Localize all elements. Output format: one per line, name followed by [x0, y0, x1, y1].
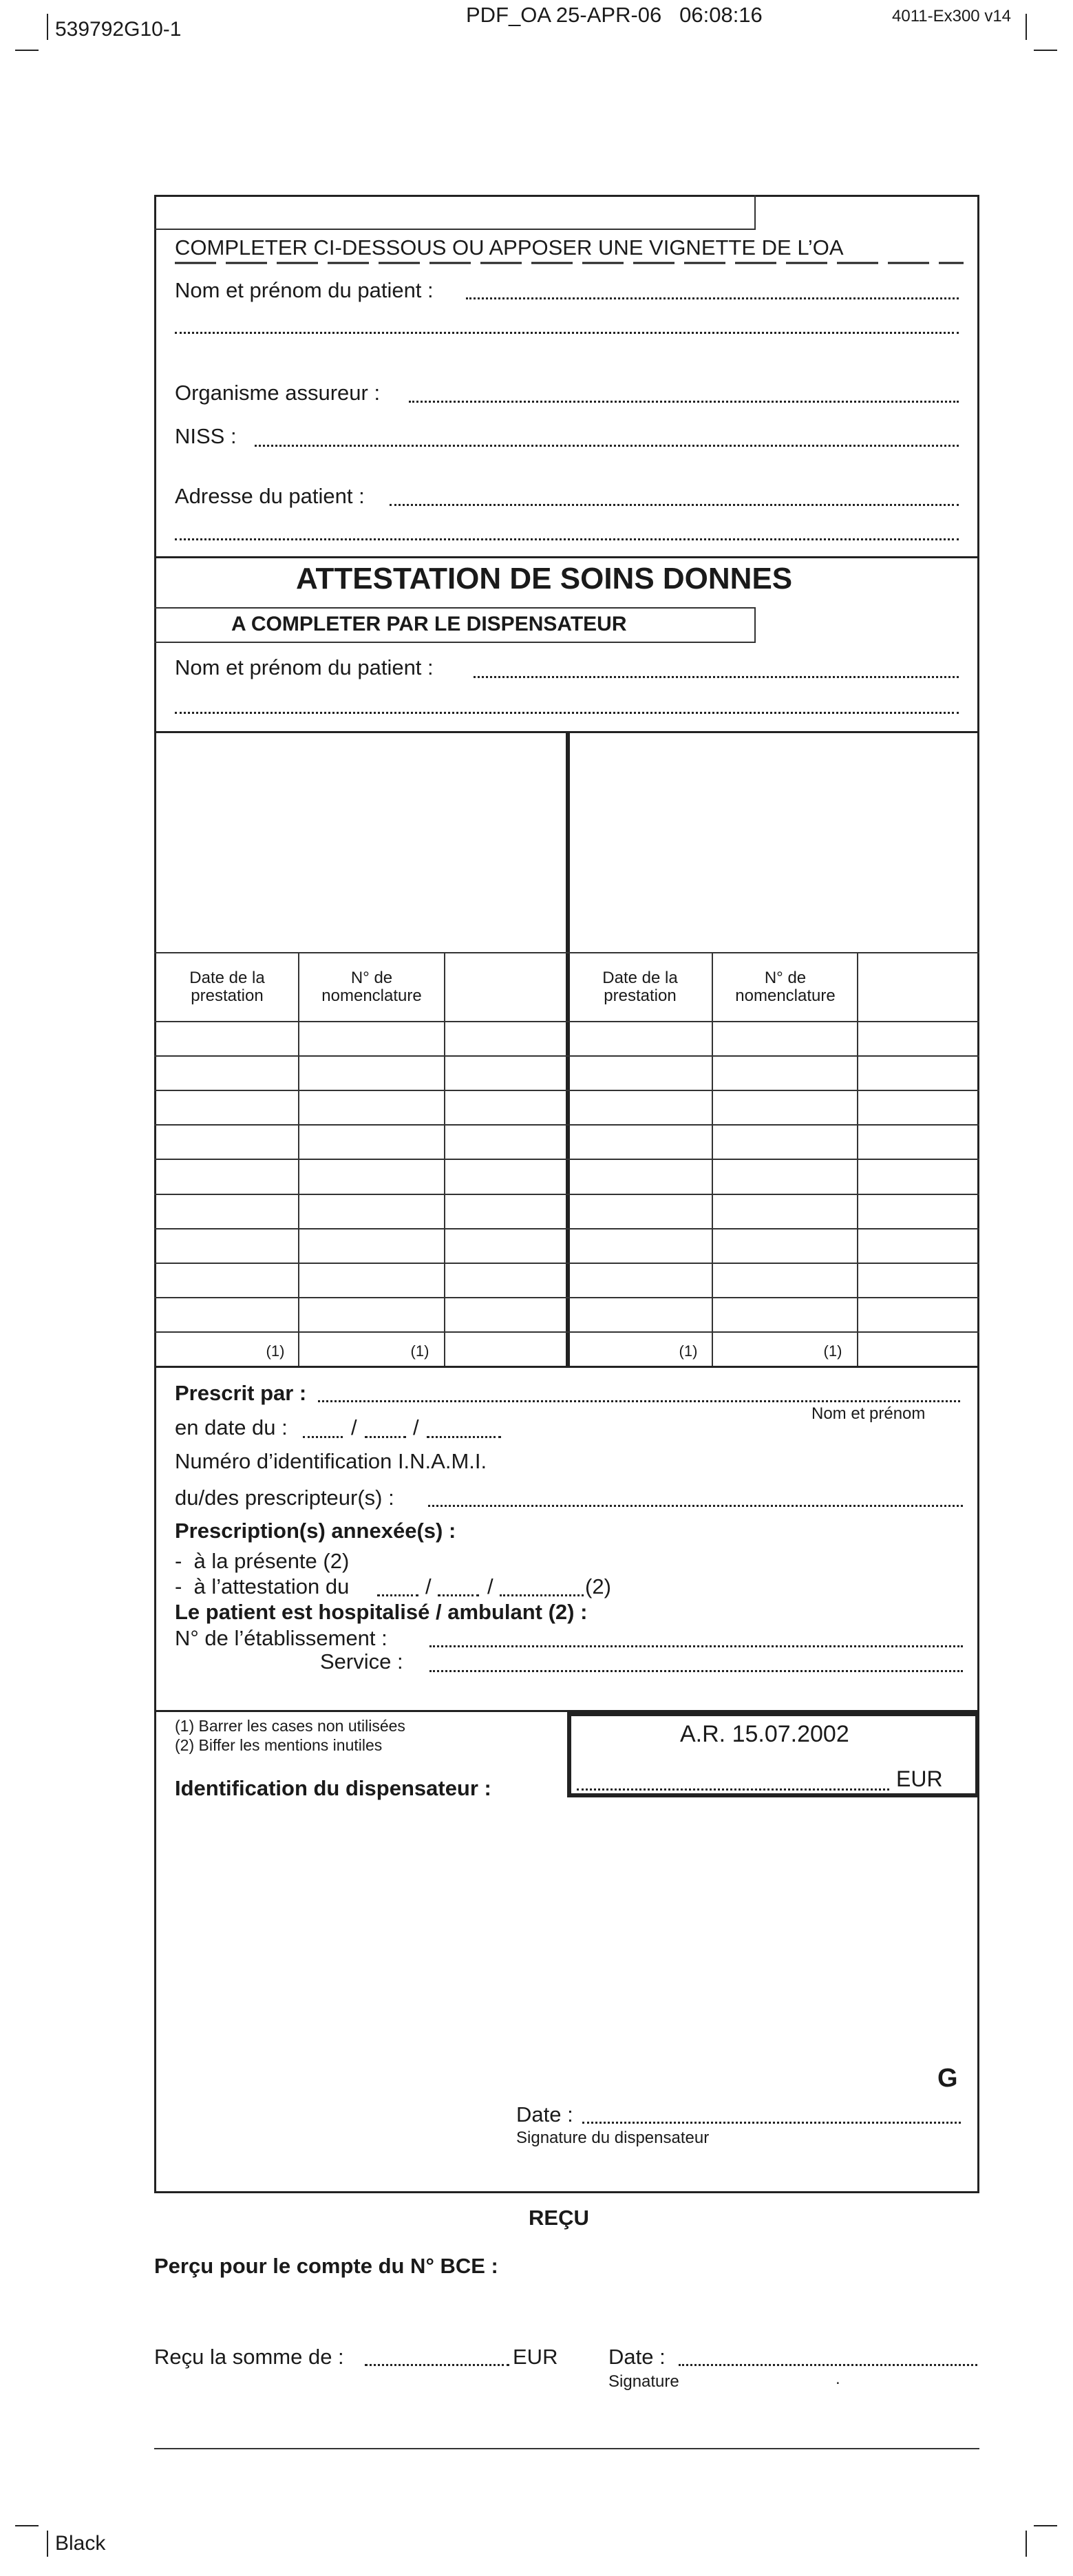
insurer-label: Organisme assureur : — [175, 381, 381, 405]
establishment-label: N° de l’établissement : — [175, 1626, 387, 1650]
instruction-dashes — [175, 262, 966, 266]
prescription-date-month[interactable] — [365, 1436, 406, 1438]
form-letter: G — [937, 2064, 958, 2093]
prescription-date-year[interactable] — [427, 1436, 501, 1438]
table-row-separator — [154, 1263, 979, 1264]
prescribers-label: du/des prescripteur(s) : — [175, 1486, 394, 1510]
footnote-mark-nomenclature-left: (1) — [410, 1342, 429, 1360]
provider-amount-field[interactable] — [577, 1788, 889, 1791]
pdf-stamp: PDF_OA 25-APR-06 06:08:16 — [466, 3, 763, 27]
annexed-prescriptions-label: Prescription(s) annexée(s) : — [175, 1519, 456, 1543]
prescription-date-label: en date du : — [175, 1415, 288, 1439]
niss-label: NISS : — [175, 424, 237, 448]
crop-mark-tr-v — [1026, 14, 1027, 40]
annexed-date-day[interactable] — [377, 1594, 418, 1596]
crop-mark-tl-v — [47, 14, 48, 40]
color-mark: Black — [55, 2532, 106, 2555]
decree-reference: A.R. 15.07.2002 — [680, 1721, 849, 1747]
prescriber-name-hint: Nom et prénom — [811, 1404, 926, 1423]
top-small-box-bottom — [154, 229, 756, 230]
table-row-separator — [154, 1159, 979, 1160]
provider-signature-label: Signature du dispensateur — [516, 2129, 710, 2147]
top-small-box-right — [754, 195, 756, 229]
table-header-bottom — [154, 1021, 979, 1022]
col-header-date-right: Date de la prestation — [602, 969, 678, 1005]
receipt-title: REÇU — [529, 2206, 589, 2230]
crop-mark-bl-v — [47, 2531, 48, 2557]
address-label: Adresse du patient : — [175, 484, 365, 508]
establishment-field[interactable] — [429, 1645, 963, 1647]
receipt-date-label: Date : — [608, 2345, 666, 2369]
crop-mark-br-v — [1026, 2531, 1027, 2557]
patient-name-label: Nom et prénom du patient : — [175, 278, 434, 302]
table-header-top — [154, 952, 979, 953]
attestation-subtitle: A COMPLETER PAR LE DISPENSATEUR — [231, 613, 627, 635]
address-field[interactable] — [390, 504, 959, 506]
vignette-instruction: COMPLETER CI-DESSOUS OU APPOSER UNE VIGNETTE DE L’OA — [175, 235, 844, 260]
divider-attestation — [154, 556, 979, 558]
attestation-title: ATTESTATION DE SOINS DONNES — [296, 562, 793, 595]
received-amount-field[interactable] — [365, 2364, 509, 2366]
annexed-slash-1: / — [425, 1574, 432, 1598]
provider-date-label: Date : — [516, 2102, 573, 2126]
patient-name-field-line2[interactable] — [175, 332, 959, 334]
receipt-signature-dot: . — [836, 2369, 840, 2388]
annexed-date-year[interactable] — [500, 1594, 584, 1596]
prescription-date-day[interactable] — [303, 1436, 343, 1438]
annexed-slash-2: / — [487, 1574, 493, 1598]
subtitle-box-right — [754, 607, 756, 643]
form-code: 539792G10-1 — [55, 18, 182, 41]
note-unused-boxes: (1) Barrer les cases non utilisées — [175, 1717, 405, 1735]
col-header-nomenclature-right: N° de nomenclature — [735, 969, 836, 1005]
hospitalised-label: Le patient est hospitalisé / ambulant (2) : — [175, 1600, 588, 1624]
col-header-nomenclature-left: N° de nomenclature — [321, 969, 422, 1005]
subtitle-box-top — [154, 607, 756, 609]
attestation-patient-name-field[interactable] — [474, 676, 959, 678]
table-row-separator — [154, 1124, 979, 1126]
attestation-patient-name-label: Nom et prénom du patient : — [175, 655, 434, 679]
bce-account-label: Perçu pour le compte du N° BCE : — [154, 2254, 498, 2278]
provider-amount-currency: EUR — [896, 1766, 943, 1791]
footnote-mark-nomenclature-right: (1) — [823, 1342, 842, 1360]
receipt-date-field[interactable] — [679, 2364, 977, 2366]
table-row-separator — [154, 1331, 979, 1333]
address-field-line2[interactable] — [175, 538, 959, 540]
received-amount-currency: EUR — [513, 2345, 558, 2369]
service-label: Service : — [320, 1649, 403, 1674]
note-strike-mentions: (2) Biffer les mentions inutiles — [175, 1736, 383, 1754]
subtitle-box-bottom — [154, 642, 756, 643]
divider-prescription — [154, 1366, 979, 1368]
prescribers-field[interactable] — [428, 1505, 963, 1507]
table-row-separator — [154, 1090, 979, 1091]
crop-mark-tl-h — [15, 50, 39, 51]
annexed-present: - à la présente (2) — [175, 1549, 350, 1573]
annexed-attestation: - à l’attestation du — [175, 1574, 350, 1598]
col-header-date-left: Date de la prestation — [189, 969, 265, 1005]
receipt-bottom-rule — [154, 2448, 979, 2449]
version-code: 4011-Ex300 v14 — [892, 7, 1012, 25]
patient-name-field[interactable] — [466, 297, 959, 299]
service-field[interactable] — [429, 1670, 963, 1672]
table-row-separator — [154, 1228, 979, 1229]
footnote-mark-date-right: (1) — [679, 1342, 698, 1360]
table-center-divider — [566, 731, 570, 1367]
receipt-signature-label: Signature — [608, 2372, 679, 2391]
footnote-mark-date-left: (1) — [266, 1342, 285, 1360]
table-row-separator — [154, 1297, 979, 1298]
insurer-field[interactable] — [409, 401, 959, 403]
prescribed-by-label: Prescrit par : — [175, 1381, 307, 1405]
crop-mark-br-h — [1034, 2525, 1057, 2526]
provider-date-field[interactable] — [582, 2122, 961, 2124]
date-slash-2: / — [413, 1415, 419, 1439]
niss-field[interactable] — [255, 445, 959, 447]
table-row-separator — [154, 1055, 979, 1057]
annexed-date-month[interactable] — [438, 1594, 479, 1596]
annexed-suffix: (2) — [585, 1574, 611, 1598]
provider-identification-label: Identification du dispensateur : — [175, 1776, 491, 1800]
prescribed-by-field[interactable] — [318, 1400, 960, 1402]
attestation-patient-name-field-line2[interactable] — [175, 712, 959, 714]
inami-label: Numéro d’identification I.N.A.M.I. — [175, 1449, 487, 1473]
table-row-separator — [154, 1194, 979, 1195]
received-amount-label: Reçu la somme de : — [154, 2345, 344, 2369]
date-slash-1: / — [351, 1415, 357, 1439]
crop-mark-bl-h — [15, 2525, 39, 2526]
crop-mark-tr-h — [1034, 50, 1057, 51]
